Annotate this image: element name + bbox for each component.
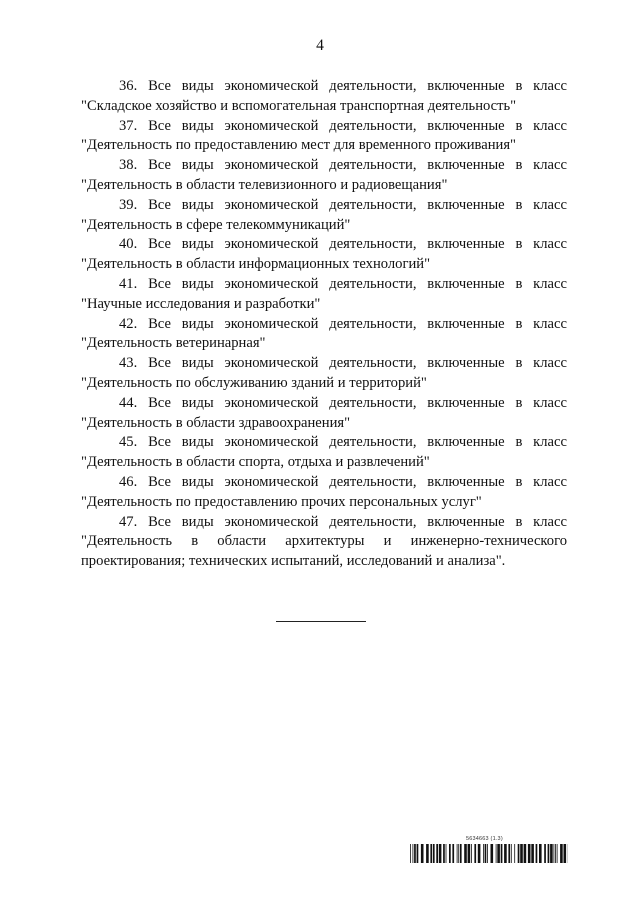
barcode-bar (471, 844, 472, 863)
barcode (410, 844, 568, 863)
list-item-first-line: 47. Все виды экономической деятельности, включенные в класс (119, 513, 567, 530)
barcode-bar (531, 844, 534, 863)
list-item (81, 275, 567, 315)
list-item-continuation-line: "Научные исследования и разработки" (81, 295, 321, 312)
list-item-continuation-line: проектирования; технических испытаний, исследований и анализа". (81, 553, 506, 570)
barcode-bar (474, 844, 476, 863)
barcode-bar (514, 844, 515, 863)
barcode-bar (410, 844, 411, 863)
barcode-bar (518, 844, 520, 863)
barcode-bar (430, 844, 432, 863)
barcode-bar (564, 844, 567, 863)
barcode-bar (508, 844, 510, 863)
list-item (81, 196, 567, 236)
barcode-graphic (410, 844, 568, 863)
list-item-first-line: 40. Все виды экономической деятельности, включенные в класс (119, 236, 567, 253)
list-item-first-line: 36. Все виды экономической деятельности, включенные в класс (119, 78, 567, 94)
barcode-bar (550, 844, 553, 863)
barcode-bar (436, 844, 438, 863)
list-item (81, 513, 567, 572)
barcode-bar (426, 844, 429, 863)
barcode-bar (524, 844, 527, 863)
barcode-bar (520, 844, 523, 863)
list-item (81, 117, 567, 157)
barcode-bar (413, 844, 414, 863)
barcode-bar (417, 844, 419, 863)
list-item (81, 235, 567, 275)
list-item-continuation-line: "Деятельность ветеринарная" (81, 335, 266, 352)
barcode-bar (539, 844, 542, 863)
list-item (81, 315, 567, 355)
document-body (81, 77, 567, 572)
barcode-bar (555, 844, 556, 863)
barcode-bar (491, 844, 494, 863)
barcode-bar (544, 844, 546, 863)
list-item-first-line: 42. Все виды экономической деятельности, включенные в класс (119, 315, 567, 332)
barcode-bar (536, 844, 538, 863)
list-item-continuation-line: "Складское хозяйство и вспомогательная транспортная деятельность" (81, 97, 517, 114)
list-item (81, 394, 567, 434)
list-item-continuation-line: "Деятельность в области информационных технологий" (81, 256, 431, 273)
barcode-bar (439, 844, 442, 863)
list-item (81, 354, 567, 394)
page-number: 4 (316, 37, 324, 54)
list-item-continuation-line: "Деятельность в области спорта, отдыха и развлечений" (81, 454, 430, 471)
barcode-bar (468, 844, 471, 863)
separator-line (276, 621, 366, 622)
list-item-continuation-line: "Деятельность по предоставлению прочих персональных услуг" (81, 493, 482, 510)
list-item-continuation-line: "Деятельность по предоставлению мест для временного проживания" (81, 137, 516, 154)
barcode-bar (458, 844, 459, 863)
list-item-first-line: 38. Все виды экономической деятельности, включенные в класс (119, 157, 567, 174)
barcode-bar (557, 844, 558, 863)
barcode-bar (528, 844, 531, 863)
barcode-bar (460, 844, 462, 863)
list-item-first-line: 39. Все виды экономической деятельности, включенные в класс (119, 196, 567, 213)
barcode-bar (501, 844, 503, 863)
barcode-bar (554, 844, 555, 863)
list-item (81, 77, 567, 117)
barcode-bar (457, 844, 458, 863)
barcode-bar (446, 844, 447, 863)
barcode-bar (443, 844, 445, 863)
list-item-first-line: 45. Все виды экономической деятельности, включенные в класс (119, 434, 567, 451)
barcode-bar (414, 844, 416, 863)
barcode-bar (496, 844, 497, 863)
barcode-bar (464, 844, 467, 863)
barcode-bar (433, 844, 435, 863)
list-item (81, 433, 567, 473)
barcode-bar (560, 844, 563, 863)
barcode-bar (421, 844, 424, 863)
barcode-bar (487, 844, 488, 863)
barcode-bar (548, 844, 550, 863)
list-item (81, 473, 567, 513)
barcode-bar (511, 844, 512, 863)
barcode-bar (504, 844, 507, 863)
barcode-bar (478, 844, 481, 863)
list-item-first-line: 37. Все виды экономической деятельности, включенные в класс (119, 117, 567, 134)
document-code: 5634663 (1.3) (466, 836, 503, 842)
list-item-continuation-line: "Деятельность в области архитектуры и инженерно-технического (81, 533, 567, 550)
list-item-continuation-line: "Деятельность по обслуживанию зданий и территорий" (81, 374, 427, 391)
list-item-continuation-line: "Деятельность в сфере телекоммуникаций" (81, 216, 351, 233)
list-item-first-line: 44. Все виды экономической деятельности, включенные в класс (119, 394, 567, 411)
list-item (81, 156, 567, 196)
barcode-bar (449, 844, 451, 863)
barcode-bar (483, 844, 484, 863)
list-item-continuation-line: "Деятельность в области телевизионного и радиовещания" (81, 176, 448, 193)
list-item-first-line: 41. Все виды экономической деятельности, включенные в класс (119, 275, 567, 292)
list-item-first-line: 43. Все виды экономической деятельности, включенные в класс (119, 355, 567, 372)
barcode-bar (485, 844, 487, 863)
list-item-first-line: 46. Все виды экономической деятельности, включенные в класс (119, 473, 567, 490)
list-item-continuation-line: "Деятельность в области здравоохранения" (81, 414, 351, 431)
barcode-bar (452, 844, 454, 863)
barcode-bar (497, 844, 500, 863)
